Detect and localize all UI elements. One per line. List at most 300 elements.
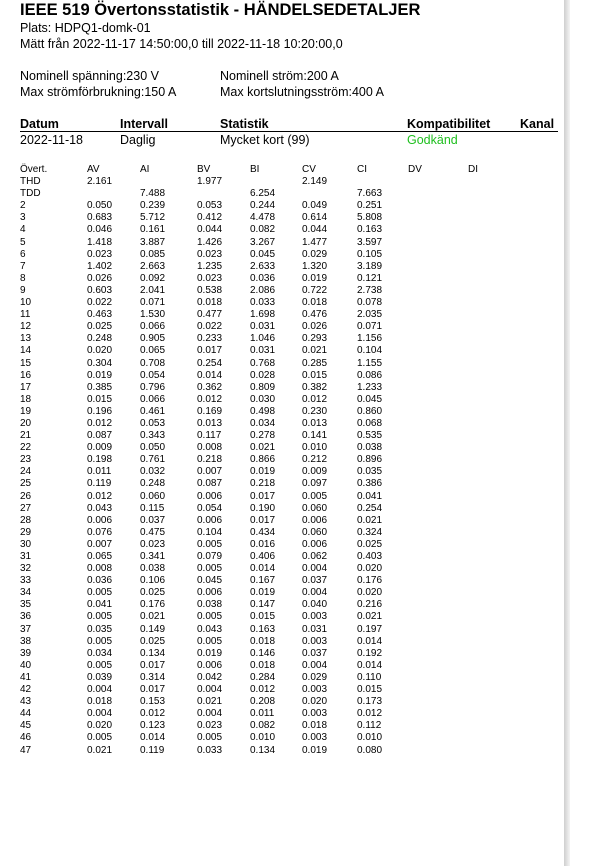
table-cell — [468, 696, 508, 708]
table-cell — [468, 212, 508, 224]
harmonic-order: 42 — [20, 684, 32, 696]
table-cell: 0.012 — [250, 684, 276, 696]
table-row — [20, 539, 508, 551]
table-cell — [408, 745, 468, 757]
table-cell: 0.019 — [302, 272, 328, 284]
table-cell: 0.023 — [87, 248, 113, 260]
table-row — [20, 188, 508, 200]
table-cell: 0.085 — [140, 248, 166, 260]
table-cell: 0.031 — [250, 345, 276, 357]
table-cell — [87, 188, 140, 200]
table-cell: 0.768 — [250, 357, 276, 369]
table-cell — [468, 442, 508, 454]
table-cell — [468, 176, 508, 188]
table-cell: 0.065 — [87, 551, 113, 562]
table-cell — [468, 273, 508, 285]
table-cell — [468, 491, 508, 503]
harmonics-header-row — [20, 164, 508, 176]
table-cell — [468, 333, 508, 345]
table-cell: 0.029 — [302, 671, 328, 683]
table-cell — [408, 358, 468, 370]
table-cell — [468, 370, 508, 382]
table-cell: 0.197 — [357, 623, 383, 635]
header-divider — [20, 131, 558, 132]
table-cell: 0.017 — [250, 490, 276, 502]
table-row — [20, 406, 508, 418]
table-row — [20, 720, 508, 732]
table-cell: 0.005 — [197, 611, 223, 623]
table-cell: 0.071 — [140, 297, 166, 309]
table-cell: 0.603 — [87, 284, 113, 296]
table-row — [20, 466, 508, 478]
table-cell — [408, 297, 468, 309]
table-cell — [468, 430, 508, 442]
table-cell: 5.712 — [140, 212, 166, 224]
table-cell: 0.341 — [140, 551, 166, 562]
table-cell — [408, 333, 468, 345]
table-row — [20, 430, 508, 442]
harmonic-order: 5 — [20, 236, 26, 248]
column-header-4: BI — [250, 164, 260, 175]
table-cell: 0.082 — [250, 224, 276, 236]
measured-range-line: Mätt från 2022-11-17 14:50:00,0 till 2022-11-18 10:20:00,0 — [20, 37, 343, 51]
table-cell: 0.134 — [140, 647, 166, 659]
table-cell: 0.004 — [197, 684, 223, 696]
harmonic-order: 6 — [20, 248, 26, 260]
table-cell: 0.021 — [87, 744, 113, 756]
table-cell: 0.362 — [197, 381, 223, 393]
table-cell: 0.477 — [197, 309, 223, 321]
table-cell: 0.020 — [87, 720, 113, 732]
table-cell: 0.105 — [357, 248, 383, 260]
table-cell: 0.119 — [87, 478, 112, 490]
table-cell: 0.038 — [197, 599, 223, 611]
table-cell: 2.663 — [140, 260, 166, 272]
table-cell — [408, 732, 468, 744]
table-cell: 0.018 — [250, 659, 276, 671]
table-cell: 0.006 — [87, 514, 113, 526]
column-header-8: DI — [468, 164, 478, 175]
table-cell: 2.161 — [87, 176, 113, 188]
table-cell — [468, 261, 508, 273]
table-cell: 1.233 — [357, 381, 383, 393]
harmonic-order: 19 — [20, 405, 32, 417]
table-cell: 0.068 — [357, 417, 383, 429]
table-cell: 0.021 — [357, 611, 383, 623]
header-compatibility: Kompatibilitet — [407, 117, 491, 131]
harmonic-order: 17 — [20, 381, 32, 393]
table-cell: 0.284 — [250, 671, 276, 683]
table-cell: 0.403 — [357, 551, 383, 562]
table-row — [20, 249, 508, 261]
table-cell: 1.418 — [87, 236, 113, 248]
table-cell — [302, 188, 357, 200]
harmonic-order: 12 — [20, 321, 32, 333]
table-cell — [468, 551, 508, 563]
column-header-3: BV — [197, 164, 211, 175]
table-row — [20, 333, 508, 345]
harmonic-order: 15 — [20, 357, 32, 369]
harmonic-order: 39 — [20, 647, 32, 659]
table-cell: 0.248 — [87, 333, 113, 345]
table-cell: 0.035 — [87, 623, 113, 635]
table-cell: 0.248 — [140, 478, 166, 490]
harmonic-order: 22 — [20, 442, 32, 454]
table-cell: 0.086 — [357, 369, 383, 381]
table-row — [20, 527, 508, 539]
table-cell: 0.029 — [302, 248, 328, 260]
header-statistic: Statistik — [220, 117, 269, 131]
table-cell — [408, 237, 468, 249]
table-cell: 0.034 — [87, 647, 113, 659]
table-cell: 0.104 — [197, 526, 223, 538]
table-cell: 0.796 — [140, 381, 166, 393]
table-cell: 0.011 — [250, 708, 275, 720]
table-row — [20, 563, 508, 575]
table-cell: 0.278 — [250, 430, 276, 442]
table-cell: 0.683 — [87, 212, 113, 224]
table-cell: 0.006 — [197, 490, 223, 502]
table-cell: 0.020 — [357, 563, 383, 575]
table-cell: 0.025 — [357, 538, 383, 550]
table-cell — [468, 732, 508, 744]
table-cell: 0.015 — [302, 369, 328, 381]
table-cell: 0.020 — [302, 696, 328, 708]
harmonic-order: 21 — [20, 430, 32, 442]
table-cell — [468, 321, 508, 333]
harmonic-order: 28 — [20, 514, 32, 526]
table-cell — [408, 430, 468, 442]
table-cell — [250, 176, 302, 188]
table-row — [20, 515, 508, 527]
table-row — [20, 575, 508, 587]
table-cell: 2.041 — [140, 284, 166, 296]
table-cell: 0.860 — [357, 405, 383, 417]
table-cell — [140, 176, 197, 188]
table-cell: 0.218 — [197, 454, 223, 466]
table-cell: 0.722 — [302, 284, 328, 296]
table-cell — [468, 358, 508, 370]
table-cell: 0.008 — [197, 442, 223, 454]
table-cell: 0.005 — [87, 659, 113, 671]
table-cell: 0.066 — [140, 321, 166, 333]
table-row — [20, 599, 508, 611]
table-cell: 0.285 — [302, 357, 328, 369]
harmonic-order: 45 — [20, 720, 32, 732]
table-cell: 0.123 — [140, 720, 166, 732]
table-cell: 0.018 — [87, 696, 113, 708]
table-cell — [408, 261, 468, 273]
nominal-voltage: Nominell spänning:230 V — [20, 69, 159, 83]
table-cell: 0.037 — [302, 647, 328, 659]
table-cell: 0.079 — [197, 551, 223, 562]
table-cell: 0.866 — [250, 454, 276, 466]
table-cell: 0.017 — [197, 345, 223, 357]
table-cell: 3.189 — [357, 260, 383, 272]
table-cell: 0.066 — [140, 393, 166, 405]
table-cell: 0.026 — [87, 272, 113, 284]
table-cell: 0.406 — [250, 551, 276, 562]
harmonic-order: 31 — [20, 551, 32, 562]
table-cell: 0.147 — [250, 599, 276, 611]
table-cell: 0.014 — [250, 563, 276, 575]
table-cell: 0.239 — [140, 200, 166, 212]
table-cell: 0.037 — [302, 575, 328, 587]
harmonic-order: TDD — [20, 188, 41, 200]
table-cell — [468, 345, 508, 357]
table-cell: 0.003 — [302, 732, 328, 744]
harmonic-order: 34 — [20, 587, 32, 599]
table-cell: 0.110 — [357, 671, 382, 683]
table-cell: 0.005 — [197, 635, 223, 647]
table-cell — [468, 575, 508, 587]
table-cell — [468, 394, 508, 406]
table-cell: 0.060 — [140, 490, 166, 502]
harmonic-order: 35 — [20, 599, 32, 611]
table-row — [20, 708, 508, 720]
table-cell — [468, 539, 508, 551]
table-cell: 0.007 — [87, 538, 113, 550]
table-cell: 0.117 — [197, 430, 222, 442]
table-cell: 0.012 — [357, 708, 383, 720]
table-cell: 0.304 — [87, 357, 113, 369]
table-cell: 0.025 — [140, 635, 166, 647]
harmonic-order: 8 — [20, 272, 26, 284]
table-row — [20, 732, 508, 744]
table-cell — [408, 309, 468, 321]
table-cell: 0.005 — [197, 538, 223, 550]
table-row — [20, 418, 508, 430]
table-cell — [468, 599, 508, 611]
table-cell: 0.012 — [302, 393, 328, 405]
harmonic-order: 9 — [20, 284, 26, 296]
table-cell: 0.010 — [250, 732, 276, 744]
table-cell: 0.314 — [140, 671, 166, 683]
table-cell: 0.017 — [140, 659, 166, 671]
table-cell — [468, 708, 508, 720]
table-row — [20, 321, 508, 333]
table-row — [20, 454, 508, 466]
table-cell: 0.023 — [140, 538, 166, 550]
table-cell — [468, 297, 508, 309]
table-row — [20, 358, 508, 370]
table-cell — [408, 599, 468, 611]
table-cell: 0.198 — [87, 454, 113, 466]
table-cell: 0.382 — [302, 381, 328, 393]
harmonic-order: 10 — [20, 297, 32, 309]
table-cell: 0.896 — [357, 454, 383, 466]
table-cell: 0.463 — [87, 309, 113, 321]
table-cell: 0.040 — [302, 599, 328, 611]
header-interval: Intervall — [120, 117, 168, 131]
table-cell: 0.169 — [197, 405, 223, 417]
table-cell: 0.254 — [357, 502, 383, 514]
table-cell: 1.977 — [197, 176, 223, 188]
harmonic-order: 11 — [20, 309, 31, 321]
table-cell: 0.015 — [250, 611, 276, 623]
table-cell: 0.082 — [250, 720, 276, 732]
harmonic-order: 33 — [20, 575, 32, 587]
compatibility-status: Godkänd — [407, 133, 458, 147]
table-cell: 0.007 — [197, 466, 223, 478]
harmonic-order: 16 — [20, 369, 32, 381]
table-cell: 0.004 — [197, 708, 223, 720]
summary-date: 2022-11-18 — [20, 133, 84, 147]
table-cell — [468, 624, 508, 636]
table-cell: 0.196 — [87, 405, 113, 417]
table-cell: 0.022 — [197, 321, 223, 333]
table-cell: 1.530 — [140, 309, 166, 321]
table-cell: 0.021 — [140, 611, 166, 623]
table-cell — [468, 466, 508, 478]
table-cell — [468, 611, 508, 623]
table-cell: 1.477 — [302, 236, 328, 248]
table-cell: 0.761 — [140, 454, 166, 466]
table-cell — [408, 466, 468, 478]
table-cell: 0.005 — [87, 611, 113, 623]
harmonic-order: 43 — [20, 696, 32, 708]
harmonics-table — [20, 164, 508, 757]
table-cell: 0.021 — [302, 345, 328, 357]
table-cell: 0.014 — [357, 659, 383, 671]
table-cell: 0.013 — [302, 417, 328, 429]
table-cell: 0.005 — [302, 490, 328, 502]
table-cell: 0.244 — [250, 200, 276, 212]
table-cell: 0.003 — [302, 684, 328, 696]
table-cell: 0.010 — [302, 442, 328, 454]
table-cell: 0.020 — [357, 587, 383, 599]
table-cell: 0.254 — [197, 357, 223, 369]
table-cell: 0.134 — [250, 744, 276, 756]
table-cell: 0.014 — [140, 732, 166, 744]
page-shadow — [564, 0, 570, 866]
table-cell: 0.021 — [250, 442, 276, 454]
table-cell: 0.538 — [197, 284, 223, 296]
table-cell: 0.050 — [140, 442, 166, 454]
table-cell: 0.386 — [357, 478, 383, 490]
table-cell: 0.041 — [87, 599, 113, 611]
table-cell — [468, 745, 508, 757]
table-cell — [408, 224, 468, 236]
table-cell: 0.003 — [302, 708, 328, 720]
table-cell — [408, 442, 468, 454]
table-cell: 0.112 — [357, 720, 382, 732]
table-cell: 0.015 — [357, 684, 383, 696]
table-cell: 0.042 — [197, 671, 223, 683]
table-cell — [468, 563, 508, 575]
table-cell — [408, 491, 468, 503]
table-cell — [468, 478, 508, 490]
table-cell: 7.488 — [140, 188, 166, 200]
table-cell: 0.005 — [87, 635, 113, 647]
table-cell: 0.004 — [87, 684, 113, 696]
table-cell: 0.476 — [302, 309, 328, 321]
harmonic-order: 38 — [20, 635, 32, 647]
table-row — [20, 382, 508, 394]
table-cell: 0.038 — [357, 442, 383, 454]
table-cell: 1.046 — [250, 333, 276, 345]
table-cell: 0.434 — [250, 526, 276, 538]
table-cell: 0.019 — [197, 647, 223, 659]
table-cell: 0.212 — [302, 454, 328, 466]
table-cell: 1.156 — [357, 333, 383, 345]
harmonic-order: 13 — [20, 333, 32, 345]
table-cell: 0.025 — [87, 321, 113, 333]
report-title: IEEE 519 Övertonsstatistik - HÄNDELSEDETALJER — [20, 1, 421, 19]
table-cell — [408, 563, 468, 575]
table-cell: 0.004 — [302, 563, 328, 575]
table-cell: 0.022 — [87, 297, 113, 309]
table-cell: 0.030 — [250, 393, 276, 405]
table-cell: 1.402 — [87, 260, 113, 272]
table-cell: 0.012 — [140, 708, 166, 720]
table-cell: 0.076 — [87, 526, 113, 538]
table-cell: 0.078 — [357, 297, 383, 309]
table-cell: 0.054 — [197, 502, 223, 514]
table-cell — [408, 273, 468, 285]
table-cell — [408, 188, 468, 200]
table-cell — [468, 684, 508, 696]
table-cell: 0.146 — [250, 647, 276, 659]
column-header-6: CI — [357, 164, 367, 175]
table-cell: 0.121 — [357, 272, 383, 284]
table-cell: 0.053 — [140, 417, 166, 429]
table-cell: 0.019 — [250, 466, 276, 478]
table-cell: 0.008 — [87, 563, 113, 575]
harmonic-order: 24 — [20, 466, 32, 478]
table-cell: 0.032 — [140, 466, 166, 478]
table-cell: 0.006 — [197, 514, 223, 526]
harmonic-order: 44 — [20, 708, 32, 720]
table-cell: 0.019 — [250, 587, 276, 599]
table-cell: 0.026 — [302, 321, 328, 333]
table-cell — [408, 527, 468, 539]
harmonic-order: 37 — [20, 623, 32, 635]
table-cell: 0.017 — [140, 684, 166, 696]
table-cell: 0.233 — [197, 333, 223, 345]
table-cell: 0.012 — [87, 490, 113, 502]
table-cell: 0.087 — [87, 430, 113, 442]
table-cell — [408, 720, 468, 732]
table-cell: 3.887 — [140, 236, 166, 248]
harmonic-order: 4 — [20, 224, 26, 236]
table-cell — [468, 188, 508, 200]
table-cell: 0.005 — [197, 563, 223, 575]
table-cell: 0.251 — [357, 200, 383, 212]
table-row — [20, 345, 508, 357]
table-cell: 1.698 — [250, 309, 276, 321]
table-cell — [468, 200, 508, 212]
table-cell: 0.097 — [302, 478, 328, 490]
table-cell: 0.004 — [302, 659, 328, 671]
table-cell: 0.708 — [140, 357, 166, 369]
table-cell: 0.005 — [197, 732, 223, 744]
table-cell: 0.034 — [250, 417, 276, 429]
table-cell — [408, 418, 468, 430]
table-cell: 3.597 — [357, 236, 383, 248]
table-cell: 2.149 — [302, 176, 328, 188]
table-cell: 0.016 — [250, 538, 276, 550]
table-cell: 0.498 — [250, 405, 276, 417]
table-row — [20, 672, 508, 684]
table-cell: 0.005 — [87, 732, 113, 744]
table-cell: 2.086 — [250, 284, 276, 296]
table-cell — [468, 648, 508, 660]
harmonic-order: 7 — [20, 260, 26, 272]
harmonic-order: 3 — [20, 212, 26, 224]
table-cell — [468, 418, 508, 430]
max-short-circuit-current: Max kortslutningsström:400 A — [220, 85, 384, 99]
